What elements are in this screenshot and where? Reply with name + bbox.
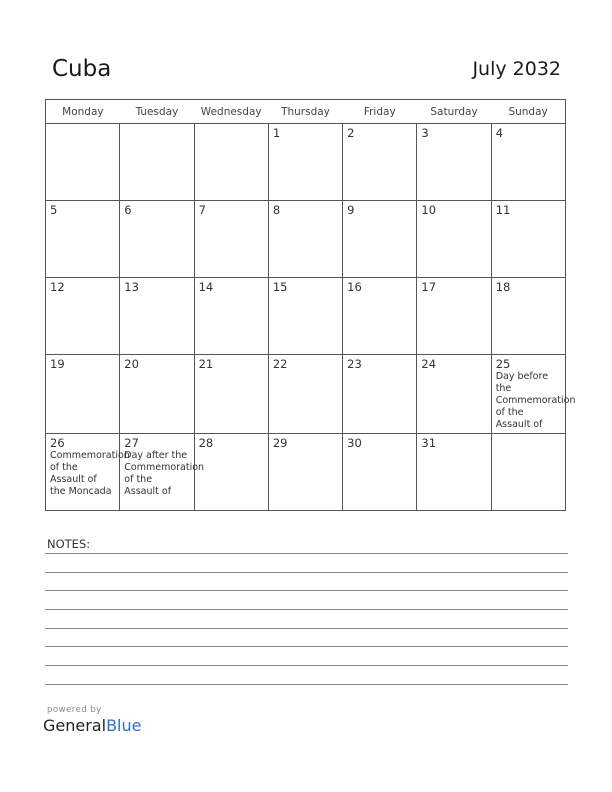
day-number: 25	[495, 357, 511, 371]
weekday-header: Monday	[46, 100, 120, 124]
day-number: 4	[495, 126, 504, 140]
weekday-header: Tuesday	[120, 100, 194, 124]
day-number: 23	[347, 357, 362, 371]
day-number: 15	[272, 280, 288, 294]
day-number: 21	[198, 357, 214, 371]
weekday-header: Saturday	[417, 100, 491, 124]
day-cell	[343, 124, 417, 201]
day-cell	[417, 201, 491, 278]
notes-label: NOTES:	[47, 537, 91, 551]
day-number: 9	[347, 203, 355, 217]
empty-day-cell	[194, 124, 268, 201]
day-cell	[491, 201, 565, 278]
brand-general: General	[43, 716, 107, 735]
holiday-label: Commemoration of the Assault of the Moncada	[50, 450, 130, 497]
day-number: 16	[347, 280, 362, 294]
day-number: 14	[198, 280, 214, 294]
day-cell	[268, 278, 342, 355]
note-line	[45, 590, 568, 591]
note-line	[45, 684, 568, 685]
day-number: 20	[124, 357, 139, 371]
day-number: 31	[421, 436, 437, 450]
day-number: 3	[421, 126, 429, 140]
day-number: 12	[50, 280, 65, 294]
powered-by-text: powered by	[47, 705, 102, 715]
day-cell	[491, 278, 565, 355]
day-cell	[46, 434, 130, 511]
month-year-title: July 2032	[472, 58, 561, 80]
day-number: 13	[124, 280, 139, 294]
day-number: 26	[50, 436, 65, 450]
day-cell	[343, 278, 417, 355]
day-cell	[417, 434, 491, 511]
week-row	[46, 355, 566, 434]
day-cell	[120, 201, 194, 278]
day-cell	[417, 355, 491, 434]
day-cell	[417, 124, 491, 201]
note-line	[45, 553, 568, 554]
day-cell	[120, 278, 194, 355]
note-line	[45, 665, 568, 666]
weekday-header: Thursday	[268, 100, 342, 124]
day-cell	[268, 355, 342, 434]
day-cell	[120, 434, 205, 511]
generalblue-logo[interactable]	[43, 716, 141, 735]
week-row	[46, 201, 566, 278]
day-number: 18	[495, 280, 511, 294]
weekday-header: Sunday	[491, 100, 565, 124]
day-cell	[194, 201, 268, 278]
empty-day-cell	[46, 124, 120, 201]
brand-blue: Blue	[106, 716, 142, 735]
day-cell	[120, 355, 194, 434]
day-number: 11	[495, 203, 511, 217]
note-line	[45, 646, 568, 647]
note-line	[45, 572, 568, 573]
day-cell	[194, 355, 268, 434]
day-cell	[268, 201, 342, 278]
country-title: Cuba	[52, 56, 112, 82]
day-number: 5	[50, 203, 58, 217]
day-cell	[194, 434, 268, 511]
day-number: 7	[198, 203, 206, 217]
day-cell	[343, 434, 417, 511]
day-number: 29	[272, 436, 288, 450]
day-number: 1	[272, 126, 281, 140]
day-number: 6	[124, 203, 132, 217]
week-row	[46, 124, 566, 201]
calendar-grid	[45, 99, 576, 511]
day-cell	[194, 278, 268, 355]
note-line	[45, 628, 568, 629]
day-number: 28	[198, 436, 214, 450]
holiday-label: Day after the Commemoration of the Assault of	[124, 450, 205, 497]
weekday-header-row	[46, 100, 566, 124]
day-cell	[46, 201, 120, 278]
day-cell	[46, 278, 120, 355]
day-number: 19	[50, 357, 65, 371]
day-number: 22	[272, 357, 288, 371]
weekday-header: Friday	[343, 100, 417, 124]
day-cell	[268, 124, 342, 201]
day-cell	[46, 355, 120, 434]
day-number: 17	[421, 280, 437, 294]
day-number: 2	[347, 126, 355, 140]
day-number: 10	[421, 203, 437, 217]
holiday-label: Day before the Commemoration of the Assault of	[495, 371, 576, 430]
empty-day-cell	[120, 124, 194, 201]
day-cell	[491, 124, 565, 201]
day-cell	[268, 434, 342, 511]
day-number: 8	[272, 203, 281, 217]
week-row	[46, 434, 566, 511]
week-row	[46, 278, 566, 355]
day-cell	[343, 201, 417, 278]
day-number: 24	[421, 357, 437, 371]
day-cell	[417, 278, 491, 355]
day-cell	[491, 355, 576, 434]
weekday-header: Wednesday	[194, 100, 268, 124]
note-line	[45, 609, 568, 610]
day-cell	[343, 355, 417, 434]
day-number: 27	[124, 436, 139, 450]
empty-day-cell	[491, 434, 565, 511]
day-number: 30	[347, 436, 362, 450]
